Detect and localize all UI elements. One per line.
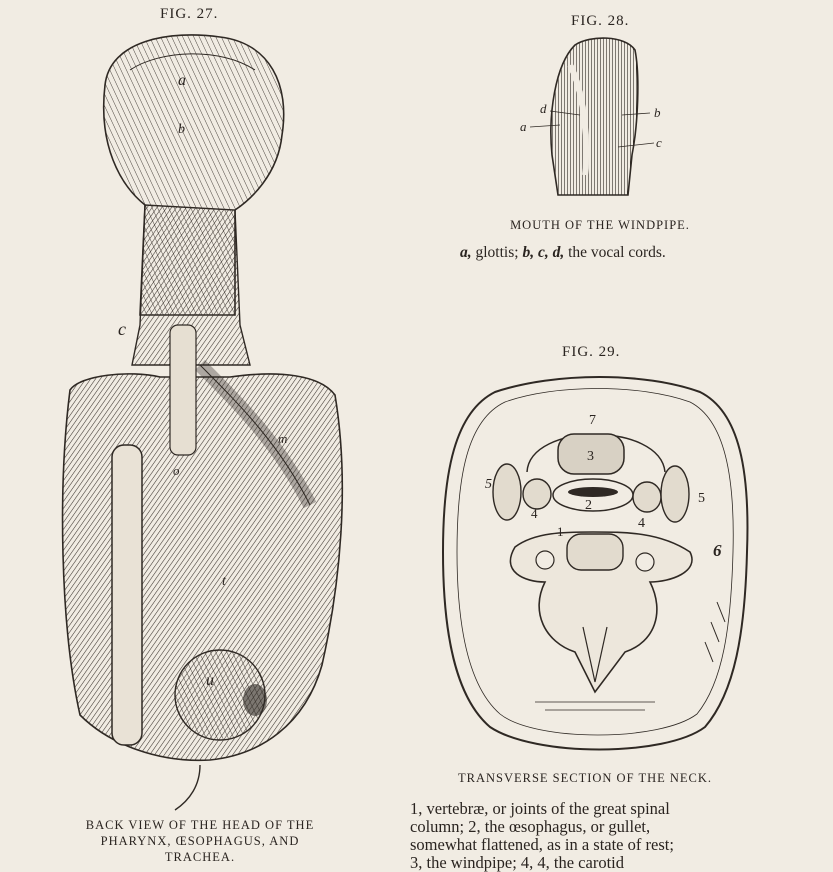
fig27-caption-line1: BACK VIEW OF THE HEAD OF THE [85, 818, 315, 832]
fig28-letter-b: b [654, 105, 661, 120]
fig29-text-line4: 3, the windpipe; 4, 4, the carotid [410, 853, 624, 872]
fig28-letter-a: a [520, 119, 527, 134]
fig27-letter-t: t [222, 574, 226, 589]
fig27-illustration [50, 25, 350, 815]
fig27-letter-a: a [178, 72, 186, 89]
fig29-num-4-right: 4 [638, 516, 645, 531]
fig29-text-line2: column; 2, the œsophagus, or gullet, [410, 817, 651, 836]
fig29-num-6: 6 [713, 541, 722, 560]
fig29-num-5-right: 5 [698, 491, 705, 506]
fig28-legend-bcd: b, c, d, [522, 244, 565, 261]
fig29-num-7: 7 [589, 413, 596, 428]
fig28-legend-glottis: glottis; [471, 244, 523, 261]
fig28-letter-c: c [656, 135, 662, 150]
fig27-letter-c: c [118, 319, 126, 339]
fig27-label: FIG. 27. [160, 6, 219, 22]
fig29-num-1: 1 [557, 524, 564, 539]
fig28-illustration [510, 35, 690, 205]
fig28-label: FIG. 28. [571, 13, 630, 29]
fig29-text-line3: somewhat flattened, as in a state of rest; [410, 835, 674, 854]
fig28-letter-d: d [540, 101, 547, 116]
fig28-caption: MOUTH OF THE WINDPIPE. [510, 218, 690, 232]
fig27-caption-line2: PHARYNX, ŒSOPHAGUS, AND [100, 834, 300, 848]
fig29-num-5-left: 5 [485, 477, 492, 492]
fig27-letter-b: b [178, 122, 185, 137]
fig27-letter-m: m [278, 431, 288, 446]
fig29-illustration [435, 372, 755, 762]
fig29-num-4-left: 4 [531, 506, 538, 521]
trachea-tube [112, 445, 142, 745]
fig29-label: FIG. 29. [562, 344, 621, 360]
fig28-legend-a: a, [460, 244, 472, 261]
fig29-caption: TRANSVERSE SECTION OF THE NECK. [457, 771, 713, 785]
fig29-text-line1: 1, vertebræ, or joints of the great spinal [410, 799, 670, 818]
fig27-letter-o: o [173, 463, 180, 478]
fig29-num-3: 3 [587, 449, 594, 464]
fig28-legend [460, 244, 666, 262]
fig27-letter-u: u [206, 672, 214, 689]
fig29-num-2: 2 [585, 498, 592, 513]
fig29-description [410, 800, 765, 872]
fig27-caption-line3: TRACHEA. [164, 850, 236, 864]
fig28-legend-rest: the vocal cords. [564, 244, 666, 261]
